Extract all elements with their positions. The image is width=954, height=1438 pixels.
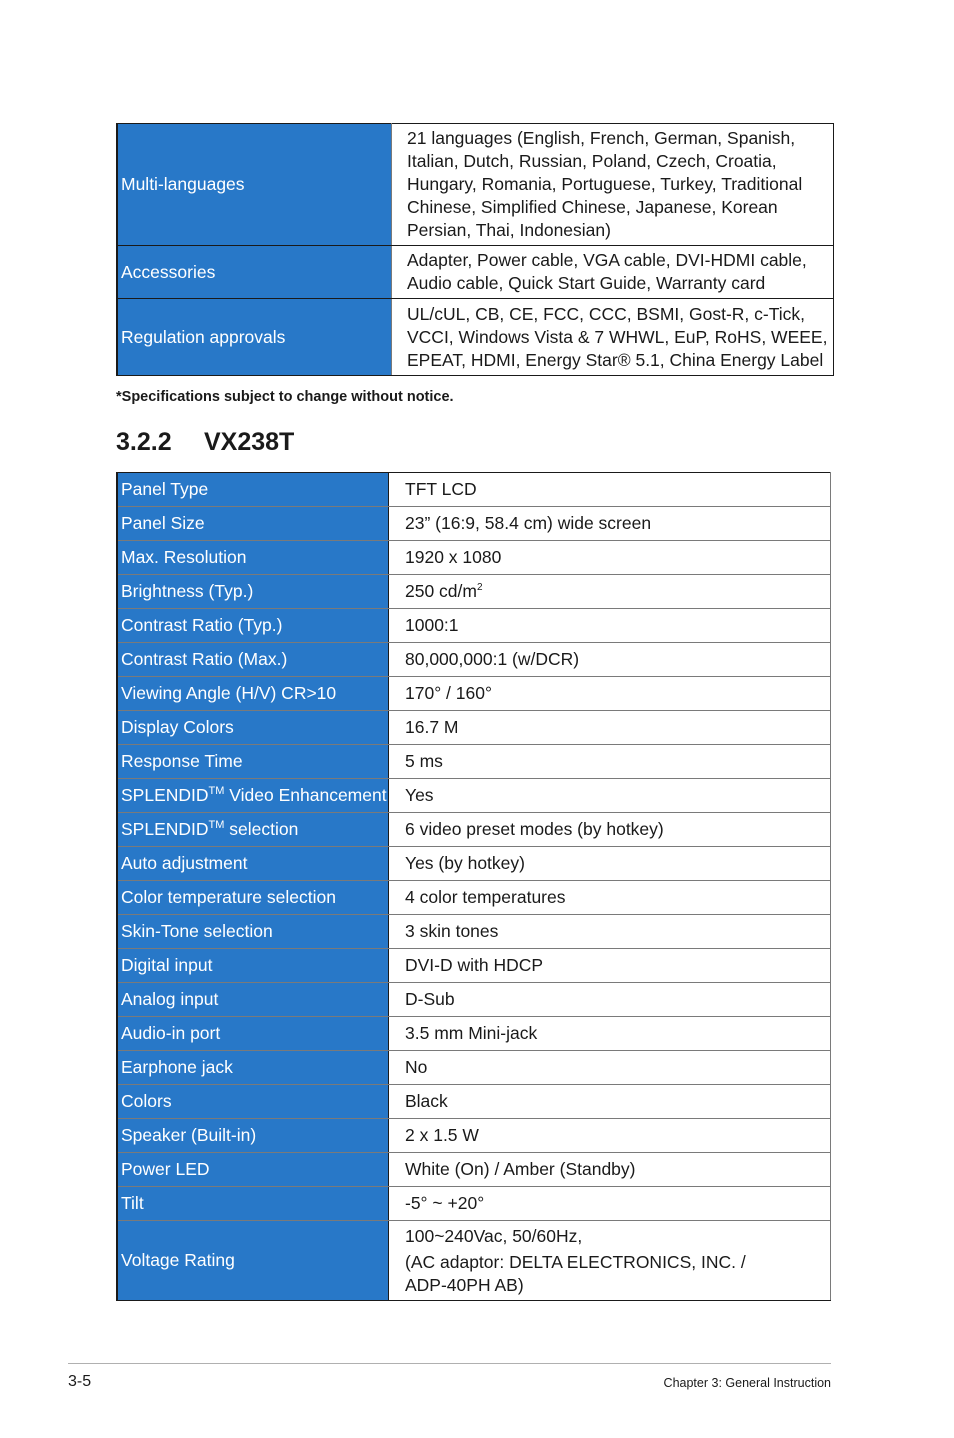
spec-value — [389, 1221, 831, 1301]
spec-label-text: Power LED — [121, 1159, 210, 1179]
trademark-mark: TM — [208, 819, 225, 832]
spec-label — [117, 575, 389, 609]
spec-value — [389, 1085, 831, 1119]
spec-label — [117, 779, 389, 813]
table-row — [117, 1153, 831, 1187]
spec-value — [389, 677, 831, 711]
superscript: 2 — [476, 582, 483, 594]
spec-label: Accessories — [117, 246, 392, 299]
spec-label — [117, 1017, 389, 1051]
spec-value-text: Black — [405, 1091, 448, 1111]
table-row — [117, 246, 834, 299]
spec-value — [392, 246, 834, 299]
table-row — [117, 1187, 831, 1221]
spec-value-text: 170° / 160° — [405, 683, 492, 703]
spec-table-vx238t — [116, 472, 831, 1301]
table-row — [117, 779, 831, 813]
spec-label-text: Speaker (Built-in) — [121, 1125, 257, 1145]
spec-value-text: 2 x 1.5 W — [405, 1125, 479, 1145]
table-row — [117, 813, 831, 847]
spec-label: Voltage Rating — [117, 1221, 389, 1301]
spec-value-text: 16.7 M — [405, 717, 459, 737]
spec-value — [389, 779, 831, 813]
spec-value-line: 100~240Vac, 50/60Hz, — [405, 1225, 583, 1246]
spec-label — [117, 1051, 389, 1085]
trademark-mark: TM — [208, 785, 225, 798]
spec-label-text: Viewing Angle (H/V) CR>10 — [121, 683, 337, 703]
section-title: VX238T — [204, 428, 295, 456]
spec-label — [117, 1119, 389, 1153]
spec-label-text: Contrast Ratio (Max.) — [121, 649, 288, 669]
spec-label-text: Skin-Tone selection — [121, 921, 273, 941]
spec-label — [117, 813, 389, 847]
spec-value — [389, 507, 831, 541]
spec-label-text: Response Time — [121, 751, 243, 771]
spec-label — [117, 881, 389, 915]
table-row — [117, 643, 831, 677]
spec-value-line: EPEAT, HDMI, Energy Star® 5.1, China Energy Label — [407, 349, 824, 370]
spec-label: Multi-languages — [117, 124, 392, 246]
spec-value-text: 1000:1 — [405, 615, 459, 635]
spec-value — [389, 643, 831, 677]
spec-value-text: 5 ms — [405, 751, 443, 771]
spec-value — [392, 124, 834, 246]
spec-value-line: UL/cUL, CB, CE, FCC, CCC, BSMI, Gost-R, c-Tick, — [407, 303, 805, 324]
section-heading — [116, 428, 294, 457]
spec-value-text: 23” (16:9, 58.4 cm) wide screen — [405, 513, 652, 533]
table-row — [117, 473, 831, 507]
spec-label — [117, 507, 389, 541]
spec-label-text: Brightness (Typ.) — [121, 581, 254, 601]
chapter-title: Chapter 3: General Instruction — [663, 1376, 831, 1390]
spec-value-line: VCCI, Windows Vista & 7 WHWL, EuP, RoHS, WEEE, — [407, 326, 828, 347]
spec-value-text: White (On) / Amber (Standby) — [405, 1159, 636, 1179]
table-row — [117, 711, 831, 745]
spec-value — [389, 813, 831, 847]
spec-value — [389, 847, 831, 881]
spec-label-text: selection — [224, 819, 299, 839]
spec-value — [389, 711, 831, 745]
table-row — [117, 847, 831, 881]
table-row — [117, 1017, 831, 1051]
table-row — [117, 983, 831, 1017]
spec-label-text: Earphone jack — [121, 1057, 233, 1077]
spec-table-continued — [116, 123, 834, 376]
spec-value — [389, 541, 831, 575]
spec-value — [389, 1051, 831, 1085]
spec-label-text: Panel Size — [121, 513, 205, 533]
table-row — [117, 1051, 831, 1085]
spec-label-text: Digital input — [121, 955, 213, 975]
spec-label-text: Contrast Ratio (Typ.) — [121, 615, 283, 635]
spec-value-text: No — [405, 1057, 428, 1077]
spec-value-text: 6 video preset modes (by hotkey) — [405, 819, 664, 839]
spec-label — [117, 1085, 389, 1119]
spec-value-text: 3.5 mm Mini-jack — [405, 1023, 538, 1043]
spec-value — [389, 575, 831, 609]
spec-label — [117, 473, 389, 507]
spec-label — [117, 915, 389, 949]
table-row — [117, 541, 831, 575]
spec-value — [389, 473, 831, 507]
spec-value-text: DVI-D with HDCP — [405, 955, 544, 975]
table-row — [117, 1085, 831, 1119]
spec-label-text: Color temperature selection — [121, 887, 336, 907]
spec-label — [117, 541, 389, 575]
spec-value-text: 3 skin tones — [405, 921, 499, 941]
spec-label-text: Colors — [121, 1091, 172, 1111]
section-number: 3.2.2 — [116, 428, 172, 456]
spec-label-text: Video Enhancement — [224, 785, 387, 805]
spec-value-text: 250 cd/m — [405, 581, 477, 601]
table-row — [117, 745, 831, 779]
spec-disclaimer: *Specifications subject to change without notice. — [116, 389, 454, 405]
spec-value-line: Persian, Thai, Indonesian) — [407, 220, 611, 240]
spec-label: Regulation approvals — [117, 299, 392, 376]
table-row — [117, 609, 831, 643]
spec-label — [117, 847, 389, 881]
spec-label — [117, 643, 389, 677]
spec-value-text: D-Sub — [405, 989, 455, 1009]
footer-divider — [68, 1363, 831, 1364]
spec-value-line: Hungary, Romania, Portuguese, Turkey, Traditional — [407, 174, 803, 194]
spec-label-text: Display Colors — [121, 717, 234, 737]
spec-value-line: Adapter, Power cable, VGA cable, DVI-HDMI cable, — [407, 250, 807, 270]
spec-value-line: Italian, Dutch, Russian, Poland, Czech, Croatia, — [407, 151, 777, 171]
table-row — [117, 124, 834, 246]
table-row — [117, 299, 834, 376]
spec-value — [389, 915, 831, 949]
spec-label-text: SPLENDID — [121, 785, 209, 805]
table-row — [117, 677, 831, 711]
spec-value — [389, 1187, 831, 1221]
table-row — [117, 949, 831, 983]
spec-value-text: 4 color temperatures — [405, 887, 566, 907]
spec-label — [117, 983, 389, 1017]
spec-value — [389, 1153, 831, 1187]
spec-value — [389, 881, 831, 915]
spec-label — [117, 609, 389, 643]
spec-value-line: (AC adaptor: DELTA ELECTRONICS, INC. / — [405, 1251, 746, 1272]
table-row — [117, 881, 831, 915]
spec-label-text: SPLENDID — [121, 819, 209, 839]
spec-label — [117, 677, 389, 711]
spec-value — [389, 949, 831, 983]
spec-label-text: Analog input — [121, 989, 219, 1009]
spec-value-line: Audio cable, Quick Start Guide, Warranty card — [407, 273, 766, 293]
table-row — [117, 1119, 831, 1153]
spec-value-text: 80,000,000:1 (w/DCR) — [405, 649, 580, 669]
spec-label — [117, 1187, 389, 1221]
table-row — [117, 915, 831, 949]
spec-value-line: Chinese, Simplified Chinese, Japanese, Korean — [407, 197, 778, 217]
spec-value — [389, 609, 831, 643]
spec-value — [389, 745, 831, 779]
table-row — [117, 575, 831, 609]
spec-value — [389, 1017, 831, 1051]
spec-value-text: Yes — [405, 785, 434, 805]
spec-value-line: ADP-40PH AB) — [405, 1274, 524, 1295]
spec-value — [389, 983, 831, 1017]
spec-value — [392, 299, 834, 376]
spec-value-text: 1920 x 1080 — [405, 547, 502, 567]
spec-label-text: Auto adjustment — [121, 853, 248, 873]
spec-label-text: Panel Type — [121, 479, 209, 499]
spec-label — [117, 745, 389, 779]
spec-value-line: 21 languages (English, French, German, Spanish, — [407, 128, 796, 148]
spec-table-body — [117, 473, 831, 1301]
spec-label-text: Max. Resolution — [121, 547, 247, 567]
spec-label-text: Audio-in port — [121, 1023, 221, 1043]
page-number: 3-5 — [68, 1373, 92, 1390]
table-row — [117, 507, 831, 541]
table-row — [117, 1221, 831, 1301]
spec-label — [117, 711, 389, 745]
spec-value-text: TFT LCD — [405, 479, 477, 499]
spec-label-text: Tilt — [121, 1193, 144, 1213]
spec-label — [117, 949, 389, 983]
spec-value — [389, 1119, 831, 1153]
spec-value-text: -5° ~ +20° — [405, 1193, 485, 1213]
spec-label — [117, 1153, 389, 1187]
spec-value-text: Yes (by hotkey) — [405, 853, 525, 873]
